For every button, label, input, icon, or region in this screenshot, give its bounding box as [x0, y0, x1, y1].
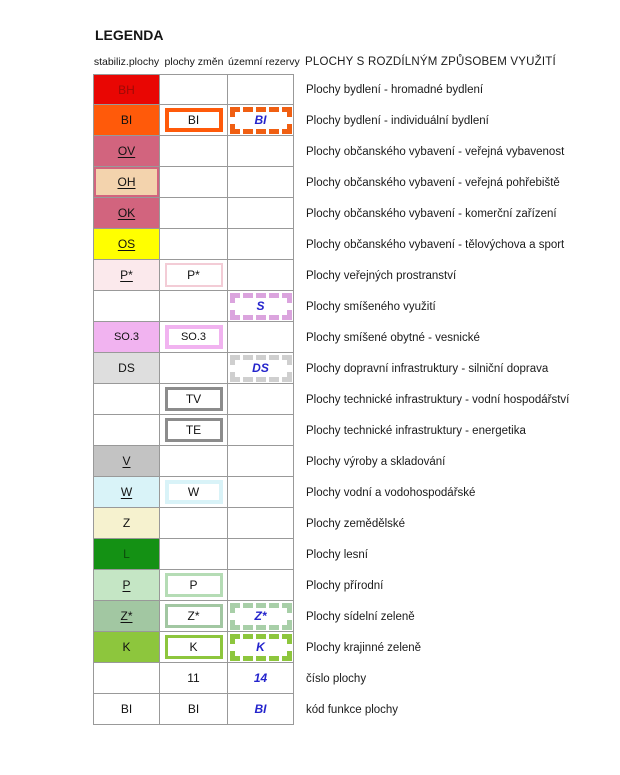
legend-row	[93, 446, 620, 477]
swatch-code-label: Z*	[187, 609, 200, 623]
reserves-cell	[228, 508, 294, 539]
changes-cell	[160, 446, 228, 477]
stabilized-cell	[93, 229, 160, 260]
swatch-code-label: DS	[252, 361, 269, 375]
outlined-swatch	[165, 418, 223, 442]
swatch-code-label: BI	[187, 113, 200, 127]
swatch-code-label: K	[122, 640, 131, 654]
changes-cell	[160, 198, 228, 229]
stabilized-cell	[93, 384, 160, 415]
color-swatch	[94, 446, 159, 476]
outlined-swatch	[165, 108, 223, 132]
reserves-cell	[228, 229, 294, 260]
column-headers	[93, 56, 300, 68]
changes-cell	[160, 353, 228, 384]
row-description: Plochy bydlení - individuální bydlení	[306, 114, 489, 127]
legend-row	[93, 415, 620, 446]
reserves-cell	[228, 384, 294, 415]
color-swatch	[94, 539, 159, 569]
row-description: číslo plochy	[306, 672, 367, 685]
reserves-cell	[228, 353, 294, 384]
outlined-swatch	[165, 635, 223, 659]
dashed-reserve-swatch	[230, 634, 292, 661]
swatch-code-label: BI	[120, 702, 133, 716]
swatch-code-label: BH	[118, 82, 135, 97]
swatch-code-label: S	[256, 299, 265, 313]
color-swatch	[94, 136, 159, 166]
swatch-code-label: K	[189, 640, 198, 654]
color-swatch	[94, 322, 159, 352]
swatch-code-label: OV	[117, 144, 136, 158]
swatch-code-label: OS	[117, 237, 136, 251]
row-description: kód funkce plochy	[306, 703, 399, 716]
reserves-cell	[228, 260, 294, 291]
swatch-code-label: TV	[185, 392, 202, 406]
reserves-cell	[228, 694, 294, 725]
stabilized-cell	[93, 601, 160, 632]
changes-cell	[160, 601, 228, 632]
reserves-cell	[228, 477, 294, 508]
row-description: Plochy občanského vybavení - tělovýchova a sport	[306, 238, 565, 251]
stabilized-cell	[93, 477, 160, 508]
reserves-cell	[228, 167, 294, 198]
stabilized-cell	[93, 415, 160, 446]
outlined-swatch	[165, 604, 223, 628]
row-description: Plochy občanského vybavení - komerční zařízení	[306, 207, 557, 220]
legend-row	[93, 322, 620, 353]
legend-row	[93, 291, 620, 322]
stabilized-cell	[93, 322, 160, 353]
legend-row	[93, 694, 620, 725]
color-swatch	[94, 75, 159, 104]
row-description: Plochy zemědělské	[306, 517, 406, 530]
swatch-code-label: W	[120, 485, 133, 499]
stabilized-cell	[93, 136, 160, 167]
changes-cell	[160, 229, 228, 260]
changes-cell	[160, 384, 228, 415]
stabilized-cell	[93, 663, 160, 694]
changes-cell	[160, 663, 228, 694]
reserves-cell	[228, 632, 294, 663]
reserves-cell	[228, 601, 294, 632]
stabilized-cell	[93, 446, 160, 477]
legend-row	[93, 477, 620, 508]
swatch-code-label: BI	[254, 113, 267, 127]
reserves-cell	[228, 663, 294, 694]
swatch-code-label: P	[189, 578, 198, 592]
reserves-cell	[228, 291, 294, 322]
stabilized-cell	[93, 694, 160, 725]
row-description: Plochy přírodní	[306, 579, 384, 592]
legend-table	[93, 74, 620, 725]
stabilized-cell	[93, 508, 160, 539]
outlined-swatch	[165, 325, 223, 349]
row-description: Plochy sídelní zeleně	[306, 610, 415, 623]
row-description: Plochy občanského vybavení - veřejná vybavenost	[306, 145, 565, 158]
swatch-code-label: K	[256, 640, 265, 654]
legend-row	[93, 198, 620, 229]
changes-cell	[160, 291, 228, 322]
stabilized-cell	[93, 167, 160, 198]
swatch-code-label: OH	[117, 175, 136, 189]
row-description: Plochy smíšeného využití	[306, 300, 436, 313]
outlined-swatch	[165, 573, 223, 597]
swatch-code-label: BI	[187, 702, 200, 716]
legend-row	[93, 167, 620, 198]
swatch-code-label: 14	[253, 671, 268, 685]
swatch-code-label: P*	[120, 268, 133, 282]
row-description: Plochy bydlení - hromadné bydlení	[306, 83, 484, 96]
column-header-reserves: územní rezervy	[228, 56, 300, 68]
swatch-code-label: P*	[187, 268, 200, 282]
color-swatch	[94, 105, 159, 135]
color-swatch	[94, 229, 159, 259]
reserves-cell	[228, 198, 294, 229]
color-swatch	[94, 353, 159, 383]
changes-cell	[160, 74, 228, 105]
reserves-cell	[228, 446, 294, 477]
land-use-header: PLOCHY S ROZDÍLNÝM ZPŮSOBEM VYUŽITÍ	[305, 56, 556, 68]
legend-row	[93, 539, 620, 570]
legend-row	[93, 105, 620, 136]
changes-cell	[160, 508, 228, 539]
changes-cell	[160, 136, 228, 167]
legend-row	[93, 632, 620, 663]
reserves-cell	[228, 74, 294, 105]
color-swatch	[94, 198, 159, 228]
color-swatch	[94, 632, 159, 662]
color-swatch	[94, 260, 159, 290]
changes-cell	[160, 632, 228, 663]
column-header-stabilized: stabiliz.plochy	[93, 56, 160, 68]
swatch-code-label: V	[122, 454, 131, 468]
stabilized-cell	[93, 570, 160, 601]
stabilized-cell	[93, 291, 160, 322]
changes-cell	[160, 415, 228, 446]
legend-row	[93, 260, 620, 291]
row-description: Plochy krajinné zeleně	[306, 641, 422, 654]
reserves-cell	[228, 136, 294, 167]
swatch-code-label: SO.3	[113, 330, 140, 343]
swatch-code-label: BI	[254, 702, 267, 716]
legend-row	[93, 570, 620, 601]
swatch-code-label: SO.3	[180, 330, 207, 343]
swatch-code-label: Z*	[120, 609, 133, 623]
row-description: Plochy výroby a skladování	[306, 455, 446, 468]
color-swatch	[94, 601, 159, 631]
color-swatch	[94, 167, 159, 197]
swatch-code-label: L	[123, 547, 130, 561]
row-description: Plochy dopravní infrastruktury - silniční doprava	[306, 362, 549, 375]
swatch-code-label: TE	[185, 423, 202, 437]
row-description: Plochy lesní	[306, 548, 369, 561]
changes-cell	[160, 322, 228, 353]
row-description: Plochy vodní a vodohospodářské	[306, 486, 476, 499]
legend-row	[93, 384, 620, 415]
dashed-reserve-swatch	[230, 603, 292, 630]
reserves-cell	[228, 322, 294, 353]
stabilized-cell	[93, 539, 160, 570]
legend-row	[93, 136, 620, 167]
swatch-code-label: 11	[187, 671, 200, 685]
stabilized-cell	[93, 74, 160, 105]
reserves-cell	[228, 539, 294, 570]
reserves-cell	[228, 570, 294, 601]
changes-cell	[160, 477, 228, 508]
swatch-code-label: P	[122, 578, 131, 592]
stabilized-cell	[93, 105, 160, 136]
row-description: Plochy smíšené obytné - vesnické	[306, 331, 480, 344]
changes-cell	[160, 260, 228, 291]
outlined-swatch	[165, 387, 223, 411]
row-description: Plochy technické infrastruktury - vodní hospodářství	[306, 393, 570, 406]
color-swatch	[94, 570, 159, 600]
swatch-code-label: DS	[118, 361, 135, 375]
stabilized-cell	[93, 198, 160, 229]
changes-cell	[160, 167, 228, 198]
legend-row	[93, 508, 620, 539]
outlined-swatch	[165, 480, 223, 504]
dashed-reserve-swatch	[230, 293, 292, 320]
changes-cell	[160, 539, 228, 570]
changes-cell	[160, 105, 228, 136]
legend-row	[93, 74, 620, 105]
changes-cell	[160, 570, 228, 601]
color-swatch	[94, 508, 159, 538]
reserves-cell	[228, 415, 294, 446]
swatch-code-label: W	[187, 485, 200, 499]
legend-row	[93, 229, 620, 260]
outlined-swatch	[165, 263, 223, 287]
row-description: Plochy občanského vybavení - veřejná pohřebiště	[306, 176, 560, 189]
swatch-code-label: Z	[122, 516, 131, 530]
color-swatch	[94, 477, 159, 507]
stabilized-cell	[93, 353, 160, 384]
dashed-reserve-swatch	[230, 355, 292, 382]
stabilized-cell	[93, 632, 160, 663]
swatch-code-label: BI	[120, 113, 133, 127]
row-description: Plochy veřejných prostranství	[306, 269, 457, 282]
legend-row	[93, 663, 620, 694]
changes-cell	[160, 694, 228, 725]
swatch-code-label: OK	[117, 206, 136, 220]
row-description: Plochy technické infrastruktury - energetika	[306, 424, 526, 437]
column-header-changes: plochy změn	[164, 56, 224, 68]
dashed-reserve-swatch	[230, 107, 292, 134]
legend-row	[93, 601, 620, 632]
stabilized-cell	[93, 260, 160, 291]
swatch-code-label: Z*	[254, 609, 267, 623]
legend-row	[93, 353, 620, 384]
reserves-cell	[228, 105, 294, 136]
page-title: LEGENDA	[95, 27, 164, 43]
